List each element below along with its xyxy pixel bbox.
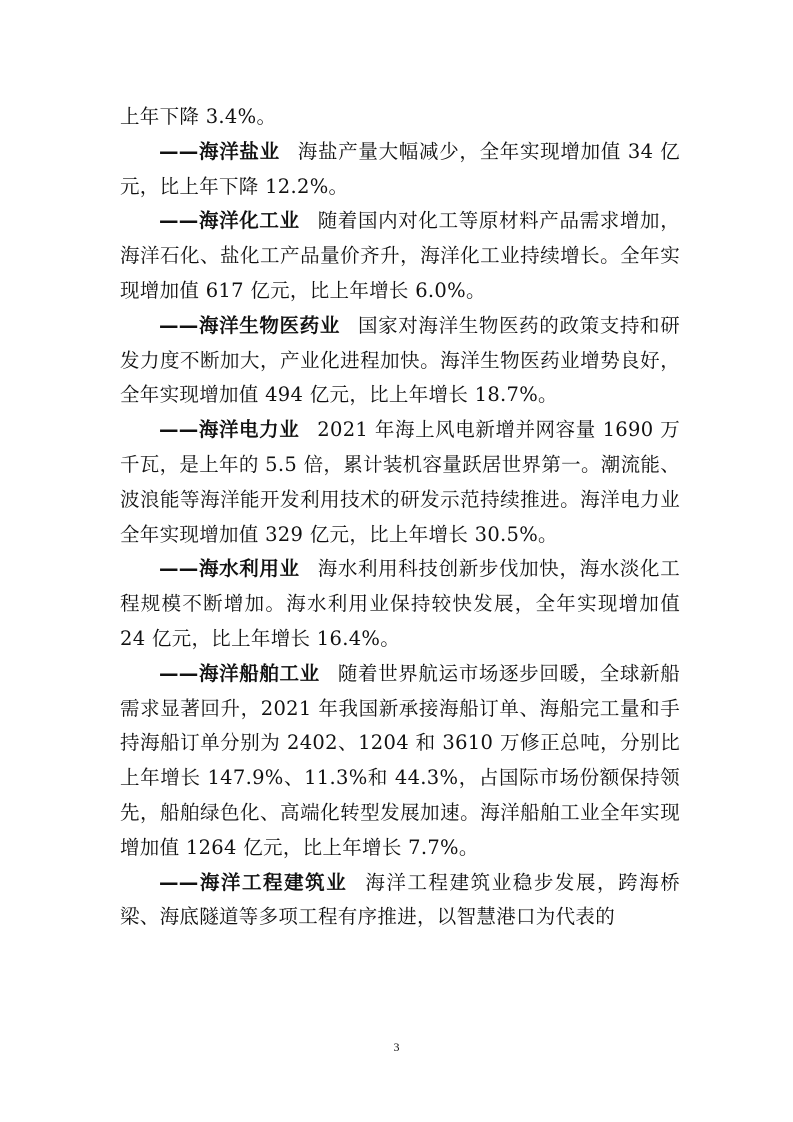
paragraph-text: 海水利用科技创新步伐加快，海水淡化工程规模不断增加。海水利用业保持较快发展，全年实现增加值 24 亿元，比上年增长 16.4%。 xyxy=(120,557,680,650)
section-heading: ——海水利用业 xyxy=(159,557,300,581)
paragraph-text: 2021 年海上风电新增并网容量 1690 万千瓦，是上年的 5.5 倍，累计装机容量跃居世界第一。潮流能、波浪能等海洋能开发利用技术的研发示范持续推进。海洋电力业全年实现增加值 329 亿元，比上年增长 30.5%。 xyxy=(120,418,680,546)
section-heading: ——海洋生物医药业 xyxy=(159,313,340,337)
section-heading: ——海洋化工业 xyxy=(159,209,300,233)
paragraph-text: 随着世界航运市场逐步回暖，全球新船需求显著回升，2021 年我国新承接海船订单、海船完工量和手持海船订单分别为 2402、1204 和 3610 万修正总吨，分别比上年增长 147.9%、11.3%和 44.3%，占国际市场份额保持领先，船舶绿色化、高端化转型发展加速。海洋船舶工业全年实现增加值 1264 亿元，比上年增长 7.7%。 xyxy=(120,661,680,859)
paragraph-seawater-utilization xyxy=(120,552,680,656)
paragraph-text: 随着国内对化工等原材料产品需求增加，海洋石化、盐化工产品量价齐升，海洋化工业持续增长。全年实现增加值 617 亿元，比上年增长 6.0%。 xyxy=(120,209,680,302)
body-text xyxy=(120,100,680,935)
paragraph-marine-engineering xyxy=(120,866,680,936)
section-heading: ——海洋盐业 xyxy=(159,139,280,163)
section-heading: ——海洋船舶工业 xyxy=(159,661,320,685)
paragraph-continuation xyxy=(120,100,680,135)
paragraph-marine-power xyxy=(120,413,680,552)
paragraph-text: 国家对海洋生物医药的政策支持和研发力度不断加大，产业化进程加快。海洋生物医药业增势良好，全年实现增加值 494 亿元，比上年增长 18.7%。 xyxy=(120,313,680,407)
paragraph-marine-chemical xyxy=(120,204,680,308)
paragraph-marine-shipbuilding xyxy=(120,657,680,866)
paragraph-text: 海盐产量大幅减少，全年实现增加值 34 亿元，比上年下降 12.2%。 xyxy=(120,139,680,198)
paragraph-text: 海洋工程建筑业稳步发展，跨海桥梁、海底隧道等多项工程有序推进，以智慧港口为代表的 xyxy=(120,870,680,929)
paragraph-marine-biomedicine xyxy=(120,309,680,413)
section-heading: ——海洋工程建筑业 xyxy=(159,870,348,894)
section-heading: ——海洋电力业 xyxy=(159,418,300,442)
page-number: 3 xyxy=(393,1040,400,1054)
paragraph-marine-salt xyxy=(120,135,680,205)
paragraph-text: 上年下降 3.4%。 xyxy=(120,105,277,128)
